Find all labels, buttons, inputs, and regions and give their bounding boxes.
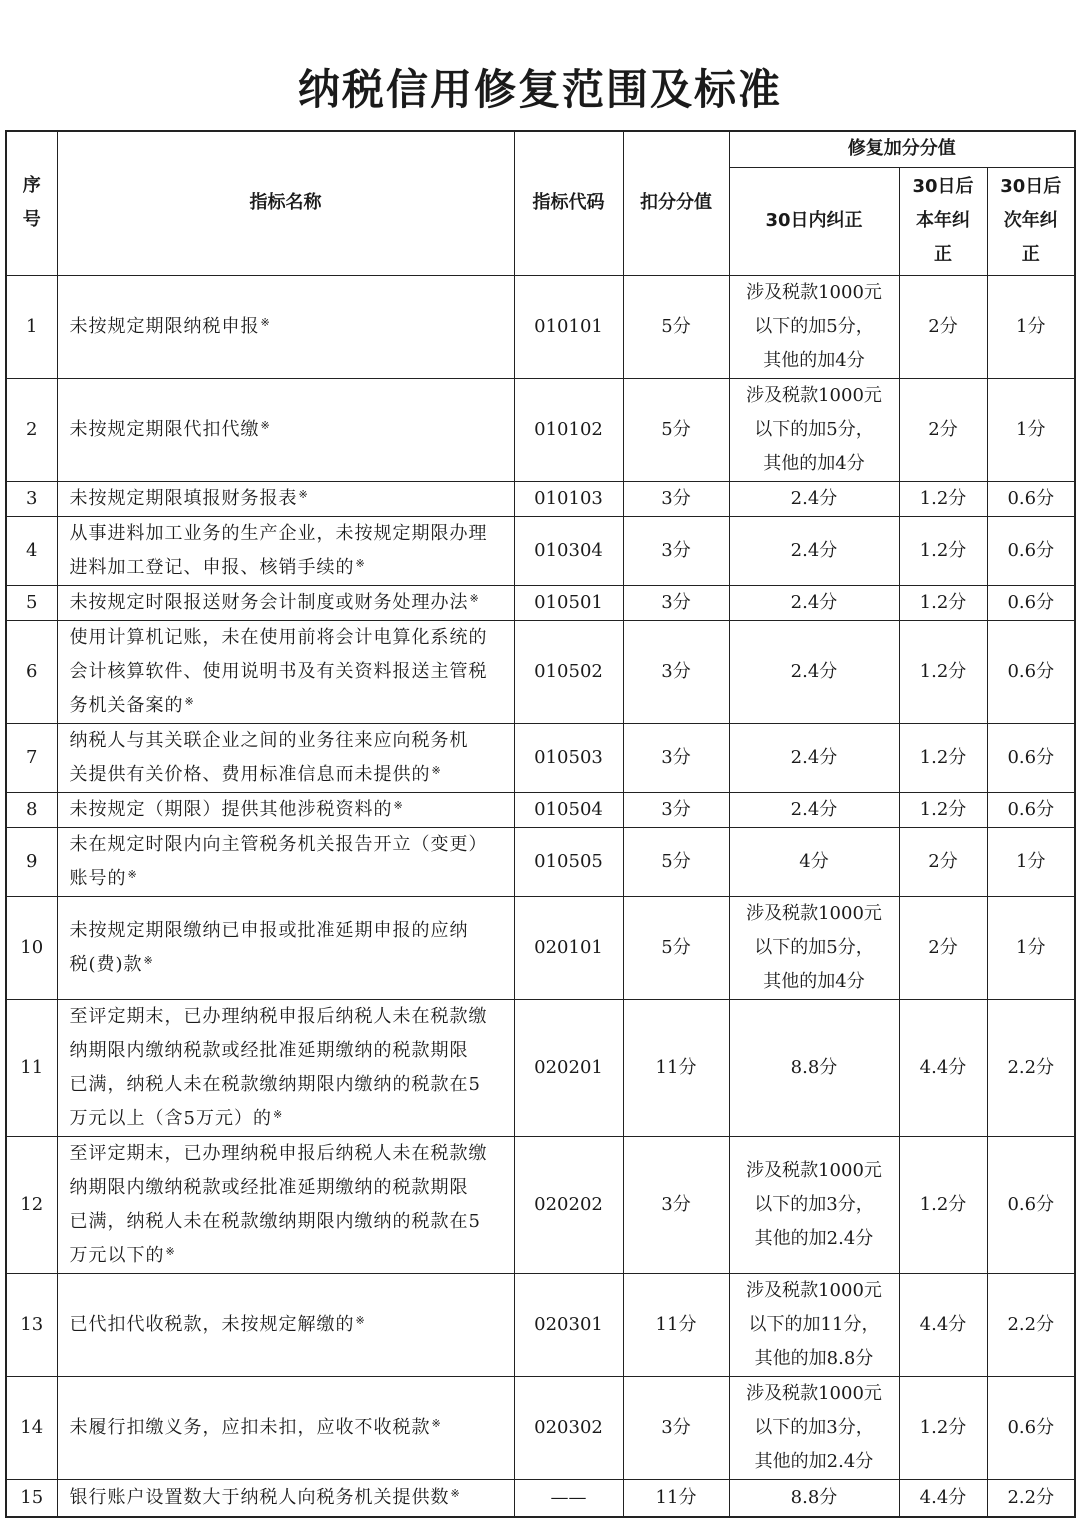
credit-repair-table <box>5 130 1076 1518</box>
note-mark: ※ <box>165 1244 176 1258</box>
row-deduct: 3分 <box>623 620 729 723</box>
row-after-30-same-year: 1.2分 <box>899 1136 987 1273</box>
row-within-30: 涉及税款1000元 以下的加5分， 其他的加4分 <box>729 378 899 481</box>
row-seq: 1 <box>6 275 57 378</box>
note-mark: ※ <box>298 487 309 501</box>
page-title: 纳税信用修复范围及标准 <box>297 65 782 114</box>
row-seq: 7 <box>6 723 57 792</box>
row-seq: 11 <box>6 999 57 1136</box>
note-mark: ※ <box>260 315 271 329</box>
note-mark: ※ <box>355 1313 366 1327</box>
note-mark: ※ <box>260 418 271 432</box>
row-seq: 12 <box>6 1136 57 1273</box>
row-deduct: 3分 <box>623 792 729 827</box>
row-within-30: 涉及税款1000元 以下的加5分， 其他的加4分 <box>729 896 899 999</box>
row-after-30-next-year: 2.2分 <box>987 999 1075 1136</box>
row-after-30-next-year: 1分 <box>987 896 1075 999</box>
row-code: 020202 <box>514 1136 623 1273</box>
row-within-30: 涉及税款1000元 以下的加3分， 其他的加2.4分 <box>729 1376 899 1479</box>
row-indicator-name: 未按规定时限报送财务会计制度或财务处理办法※ <box>57 585 514 620</box>
table-row <box>6 275 1075 378</box>
row-after-30-same-year: 1.2分 <box>899 1376 987 1479</box>
row-after-30-same-year: 1.2分 <box>899 792 987 827</box>
row-after-30-next-year: 2.2分 <box>987 1479 1075 1517</box>
row-after-30-same-year: 4.4分 <box>899 1273 987 1376</box>
row-within-30: 2.4分 <box>729 516 899 585</box>
row-after-30-next-year: 0.6分 <box>987 516 1075 585</box>
table-row <box>6 585 1075 620</box>
header-within-30: 30日内纠正 <box>729 167 899 275</box>
row-code: 020201 <box>514 999 623 1136</box>
row-after-30-same-year: 2分 <box>899 275 987 378</box>
row-indicator-name: 银行账户设置数大于纳税人向税务机关提供数※ <box>57 1479 514 1517</box>
row-after-30-same-year: 2分 <box>899 827 987 896</box>
row-indicator-name: 未按规定期限填报财务报表※ <box>57 481 514 516</box>
row-within-30: 涉及税款1000元 以下的加11分， 其他的加8.8分 <box>729 1273 899 1376</box>
row-indicator-name: 未在规定时限内向主管税务机关报告开立（变更） 账号的※ <box>57 827 514 896</box>
row-within-30: 8.8分 <box>729 999 899 1136</box>
row-after-30-same-year: 4.4分 <box>899 999 987 1136</box>
table-row <box>6 1479 1075 1517</box>
note-mark: ※ <box>450 1486 461 1500</box>
note-mark: ※ <box>184 694 195 708</box>
row-seq: 9 <box>6 827 57 896</box>
row-code: 020301 <box>514 1273 623 1376</box>
row-after-30-next-year: 0.6分 <box>987 481 1075 516</box>
row-after-30-same-year: 1.2分 <box>899 620 987 723</box>
row-code: 010103 <box>514 481 623 516</box>
row-code: 010501 <box>514 585 623 620</box>
row-within-30: 涉及税款1000元 以下的加3分， 其他的加2.4分 <box>729 1136 899 1273</box>
row-within-30: 涉及税款1000元 以下的加5分， 其他的加4分 <box>729 275 899 378</box>
row-after-30-same-year: 1.2分 <box>899 723 987 792</box>
table-row <box>6 1136 1075 1273</box>
row-deduct: 3分 <box>623 1136 729 1273</box>
row-within-30: 4分 <box>729 827 899 896</box>
row-within-30: 8.8分 <box>729 1479 899 1517</box>
row-after-30-same-year: 1.2分 <box>899 585 987 620</box>
table-row <box>6 999 1075 1136</box>
note-mark: ※ <box>143 953 154 967</box>
row-seq: 2 <box>6 378 57 481</box>
row-deduct: 11分 <box>623 1273 729 1376</box>
row-deduct: 3分 <box>623 516 729 585</box>
row-after-30-next-year: 1分 <box>987 827 1075 896</box>
row-after-30-next-year: 0.6分 <box>987 1376 1075 1479</box>
row-deduct: 3分 <box>623 481 729 516</box>
table-row <box>6 723 1075 792</box>
header-restore-group: 修复加分分值 <box>729 131 1075 167</box>
row-indicator-name: 至评定期末，已办理纳税申报后纳税人未在税款缴 纳期限内缴纳税款或经批准延期缴纳的税款期限 已满，纳税人未在税款缴纳期限内缴纳的税款在5 万元以下的※ <box>57 1136 514 1273</box>
note-mark: ※ <box>393 798 404 812</box>
note-mark: ※ <box>355 556 366 570</box>
header-seq: 序 号 <box>6 131 57 275</box>
row-deduct: 5分 <box>623 378 729 481</box>
table-row <box>6 378 1075 481</box>
row-indicator-name: 未按规定期限纳税申报※ <box>57 275 514 378</box>
row-after-30-next-year: 1分 <box>987 275 1075 378</box>
row-deduct: 11分 <box>623 999 729 1136</box>
row-after-30-next-year: 0.6分 <box>987 1136 1075 1273</box>
row-deduct: 5分 <box>623 827 729 896</box>
row-indicator-name: 使用计算机记账，未在使用前将会计电算化系统的 会计核算软件、使用说明书及有关资料报送主管税 务机关备案的※ <box>57 620 514 723</box>
row-after-30-next-year: 0.6分 <box>987 792 1075 827</box>
row-seq: 8 <box>6 792 57 827</box>
table-row <box>6 481 1075 516</box>
row-indicator-name: 纳税人与其关联企业之间的业务往来应向税务机 关提供有关价格、费用标准信息而未提供的※ <box>57 723 514 792</box>
row-deduct: 3分 <box>623 1376 729 1479</box>
row-after-30-same-year: 2分 <box>899 378 987 481</box>
table-row <box>6 1376 1075 1479</box>
row-code: —— <box>514 1479 623 1517</box>
row-seq: 13 <box>6 1273 57 1376</box>
row-code: 010102 <box>514 378 623 481</box>
row-code: 010101 <box>514 275 623 378</box>
row-after-30-same-year: 2分 <box>899 896 987 999</box>
row-code: 020302 <box>514 1376 623 1479</box>
row-indicator-name: 未按规定（期限）提供其他涉税资料的※ <box>57 792 514 827</box>
row-code: 010505 <box>514 827 623 896</box>
row-seq: 3 <box>6 481 57 516</box>
header-deduct: 扣分分值 <box>623 131 729 275</box>
row-after-30-next-year: 2.2分 <box>987 1273 1075 1376</box>
row-code: 010504 <box>514 792 623 827</box>
row-after-30-same-year: 1.2分 <box>899 516 987 585</box>
header-after-30-next-year: 30日后 次年纠 正 <box>987 167 1075 275</box>
row-after-30-next-year: 0.6分 <box>987 585 1075 620</box>
row-indicator-name: 至评定期末，已办理纳税申报后纳税人未在税款缴 纳期限内缴纳税款或经批准延期缴纳的税款期限 已满，纳税人未在税款缴纳期限内缴纳的税款在5 万元以上（含5万元）的※ <box>57 999 514 1136</box>
table-row <box>6 827 1075 896</box>
row-indicator-name: 未按规定期限代扣代缴※ <box>57 378 514 481</box>
row-seq: 5 <box>6 585 57 620</box>
row-indicator-name: 未履行扣缴义务，应扣未扣，应收不收税款※ <box>57 1376 514 1479</box>
row-within-30: 2.4分 <box>729 723 899 792</box>
header-code: 指标代码 <box>514 131 623 275</box>
row-seq: 15 <box>6 1479 57 1517</box>
row-within-30: 2.4分 <box>729 620 899 723</box>
row-code: 010502 <box>514 620 623 723</box>
row-code: 010304 <box>514 516 623 585</box>
row-within-30: 2.4分 <box>729 792 899 827</box>
row-indicator-name: 从事进料加工业务的生产企业，未按规定期限办理 进料加工登记、申报、核销手续的※ <box>57 516 514 585</box>
note-mark: ※ <box>272 1107 284 1121</box>
table-row <box>6 792 1075 827</box>
row-within-30: 2.4分 <box>729 481 899 516</box>
row-after-30-next-year: 0.6分 <box>987 723 1075 792</box>
table-row <box>6 1273 1075 1376</box>
header-after-30-same-year: 30日后 本年纠 正 <box>899 167 987 275</box>
row-after-30-same-year: 1.2分 <box>899 481 987 516</box>
note-mark: ※ <box>127 867 138 881</box>
table-row <box>6 620 1075 723</box>
row-deduct: 11分 <box>623 1479 729 1517</box>
table-body <box>6 275 1075 1517</box>
row-after-30-next-year: 1分 <box>987 378 1075 481</box>
row-code: 010503 <box>514 723 623 792</box>
row-seq: 14 <box>6 1376 57 1479</box>
row-deduct: 5分 <box>623 275 729 378</box>
row-after-30-same-year: 4.4分 <box>899 1479 987 1517</box>
table-row <box>6 516 1075 585</box>
table-row <box>6 896 1075 999</box>
row-seq: 6 <box>6 620 57 723</box>
row-within-30: 2.4分 <box>729 585 899 620</box>
row-deduct: 3分 <box>623 585 729 620</box>
header-name: 指标名称 <box>57 131 514 275</box>
row-indicator-name: 未按规定期限缴纳已申报或批准延期申报的应纳 税(费)款※ <box>57 896 514 999</box>
row-seq: 10 <box>6 896 57 999</box>
note-mark: ※ <box>431 763 442 777</box>
row-after-30-next-year: 0.6分 <box>987 620 1075 723</box>
row-indicator-name: 已代扣代收税款，未按规定解缴的※ <box>57 1273 514 1376</box>
row-code: 020101 <box>514 896 623 999</box>
note-mark: ※ <box>431 1416 442 1430</box>
row-deduct: 5分 <box>623 896 729 999</box>
row-deduct: 3分 <box>623 723 729 792</box>
row-seq: 4 <box>6 516 57 585</box>
note-mark: ※ <box>469 591 480 605</box>
